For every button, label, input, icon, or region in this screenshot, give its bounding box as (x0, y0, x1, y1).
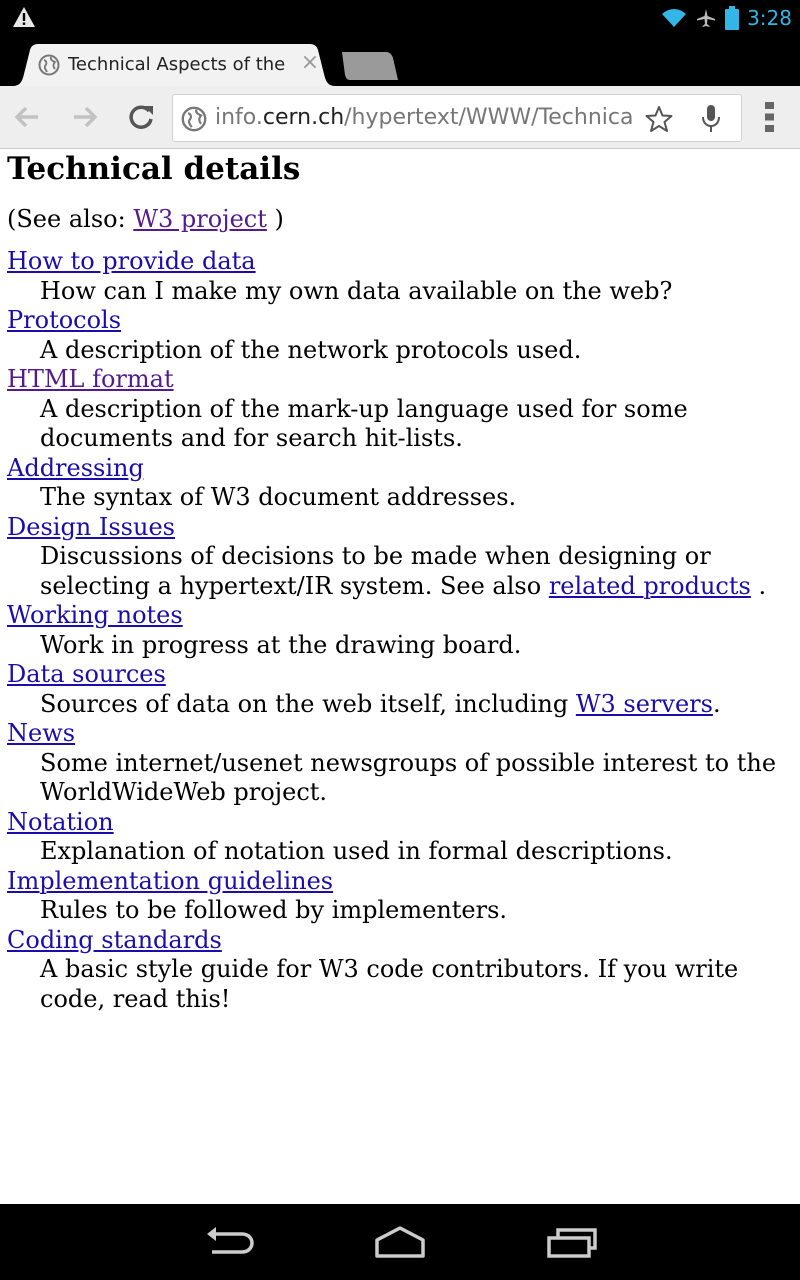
data-sources-desc-end: . (712, 689, 721, 718)
list-item-description: A basic style guide for W3 code contributors. If you write code, read this! (40, 955, 739, 1013)
list-item-term (0, 306, 800, 336)
tab-title: Technical Aspects of the (68, 54, 286, 75)
page-title: Technical details (7, 151, 301, 187)
how-to-provide-data-link[interactable]: How to provide data (7, 247, 256, 275)
new-tab-button[interactable] (342, 52, 398, 80)
design-issues-desc-end: . (750, 571, 767, 600)
data-sources-desc-text: Sources of data on the web itself, including (40, 689, 576, 718)
url-text[interactable] (215, 105, 635, 130)
list-item-term (0, 601, 800, 631)
list-item-description: Work in progress at the drawing board. (40, 630, 522, 659)
list-item-description: A description of the network protocols used. (40, 335, 582, 364)
coding-standards-link[interactable]: Coding standards (7, 925, 222, 954)
html-format-link[interactable]: HTML format (7, 365, 174, 393)
data-sources-link[interactable]: Data sources (7, 660, 166, 688)
bookmark-star-icon[interactable] (645, 105, 673, 133)
globe-icon (181, 106, 207, 132)
navigation-bar (0, 1204, 800, 1280)
list-item-description: Some internet/usenet newsgroups of possible interest to the WorldWideWeb project. (40, 748, 777, 806)
recent-apps-nav-icon[interactable] (546, 1226, 598, 1258)
tab-strip (0, 36, 800, 86)
list-item-term (0, 926, 800, 956)
forward-button[interactable] (70, 102, 100, 132)
wifi-icon (661, 8, 687, 28)
w3-project-link[interactable]: W3 project (133, 205, 267, 233)
overflow-menu-icon[interactable] (760, 101, 780, 133)
microphone-icon[interactable] (699, 104, 723, 134)
list-item-description (0, 542, 800, 601)
warning-icon (12, 6, 36, 28)
back-nav-icon[interactable] (204, 1226, 256, 1258)
list-item-term (0, 247, 800, 277)
related-products-link[interactable]: related products (548, 571, 751, 600)
reload-button[interactable] (126, 102, 156, 132)
see-also-line (7, 205, 284, 233)
list-item-description: How can I make my own data available on the web? (40, 276, 673, 305)
tab-active[interactable] (12, 44, 336, 86)
working-notes-link[interactable]: Working notes (7, 601, 183, 629)
list-item-description: A description of the mark-up language used for some documents and for search hit-lists. (40, 394, 688, 452)
omnibox[interactable] (172, 94, 742, 142)
implementation-guidelines-link[interactable]: Implementation guidelines (7, 866, 334, 895)
globe-icon (38, 54, 60, 76)
list-item-description: Rules to be followed by implementers. (40, 896, 508, 924)
w3-servers-link[interactable]: W3 servers (575, 689, 713, 718)
browser-toolbar (0, 86, 800, 149)
list-item-term (0, 719, 800, 749)
news-link[interactable]: News (7, 719, 76, 747)
list-item-term (0, 454, 800, 484)
definition-list (0, 247, 800, 1014)
clock: 3:28 (747, 6, 792, 30)
list-item-description: Explanation of notation used in formal descriptions. (40, 837, 673, 865)
list-item-description (0, 690, 800, 720)
see-also-prefix: (See also: (7, 205, 134, 233)
list-item-description: The syntax of W3 document addresses. (40, 483, 517, 511)
notation-link[interactable]: Notation (7, 807, 114, 836)
battery-icon (725, 6, 739, 30)
airplane-mode-icon (695, 7, 717, 29)
list-item-term (0, 808, 800, 838)
design-issues-link[interactable]: Design Issues (7, 512, 175, 541)
url-host-prefix: info. (215, 105, 263, 130)
see-also-suffix: ) (266, 205, 284, 233)
list-item-term (0, 513, 800, 543)
home-nav-icon[interactable] (374, 1226, 426, 1258)
design-issues-desc-text: Discussions of decisions to be made when designing or selecting a hypertext/IR system. See also (40, 542, 711, 600)
url-path: /hypertext/WWW/Technica (344, 105, 634, 130)
list-item-term (0, 867, 800, 897)
list-item-term (0, 365, 800, 395)
protocols-link[interactable]: Protocols (7, 306, 122, 334)
addressing-link[interactable]: Addressing (7, 453, 144, 482)
close-tab-icon[interactable]: × (300, 50, 320, 75)
web-page-content (0, 149, 800, 1204)
back-button[interactable] (12, 102, 42, 132)
url-host: cern.ch (262, 105, 345, 130)
status-bar (0, 0, 800, 36)
list-item-term (0, 660, 800, 690)
